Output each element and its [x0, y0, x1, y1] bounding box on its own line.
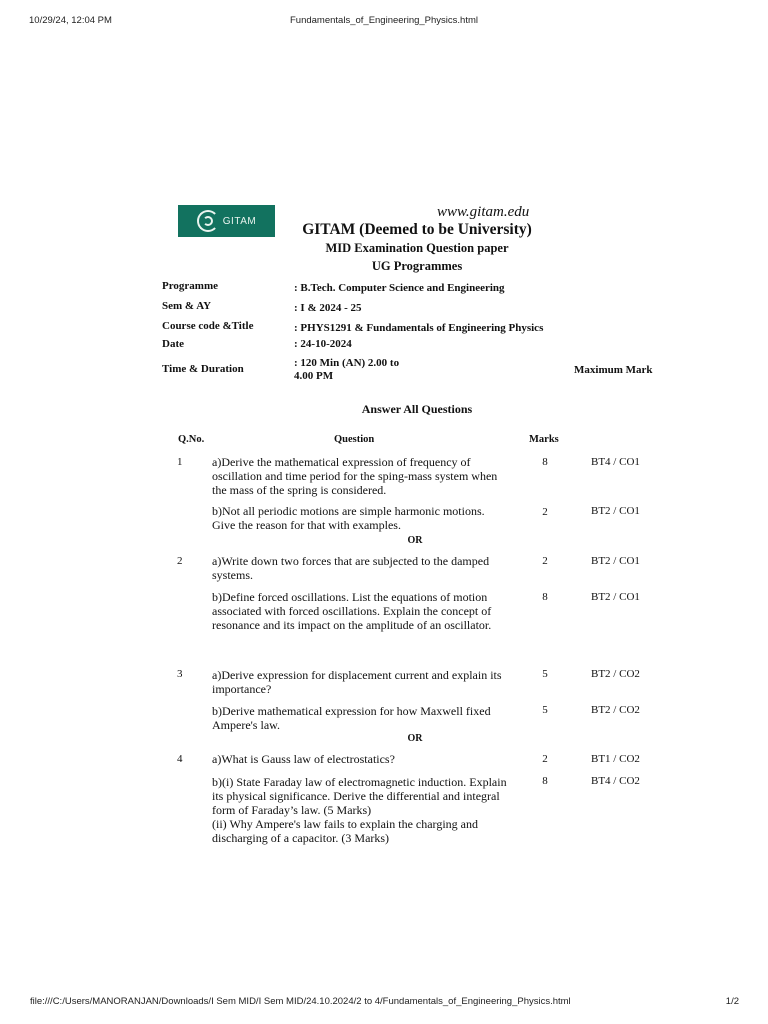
qno-header: Q.No. — [178, 434, 205, 445]
date-value: : 24-10-2024 — [294, 338, 352, 350]
print-page-title: Fundamentals_of_Engineering_Physics.html — [290, 15, 478, 26]
programme-level: UG Programmes — [371, 259, 463, 273]
question-2a-marks: 2 — [542, 555, 548, 567]
logo-text: GITAM — [222, 215, 257, 227]
question-3a-text: a)Derive expression for displacement current and explain its importance? — [212, 668, 502, 696]
question-1a-bt-co: BT4 / CO1 — [591, 456, 640, 468]
programme-label: Programme — [162, 280, 218, 292]
time-label: Time & Duration — [162, 363, 244, 375]
print-page-number: 1/2 — [725, 996, 739, 1007]
question-2a-bt-co: BT2 / CO1 — [591, 555, 640, 567]
course-value: : PHYS1291 & Fundamentals of Engineering Physics — [294, 322, 544, 334]
question-3a-bt-co: BT2 / CO2 — [591, 668, 640, 680]
question-1-number: 1 — [177, 456, 183, 468]
question-4b-part-i: b)(i) State Faraday law of electromagnetic induction. Explain its physical significance. Derive the differential and integral form of Faraday’s law. (5 Marks) — [212, 775, 507, 817]
print-datetime: 10/29/24, 12:04 PM — [29, 15, 112, 26]
question-3b-marks: 5 — [542, 704, 548, 716]
question-4b-bt-co: BT4 / CO2 — [591, 775, 640, 787]
marks-header: Marks — [529, 434, 559, 445]
question-4a-text: a)What is Gauss law of electrostatics? — [212, 752, 395, 766]
question-2b-text: b)Define forced oscillations. List the equations of motion associated with forced oscillations. Explain the concept of resonance and its impact on the amplitude of an oscillator. — [212, 590, 492, 632]
question-1a-marks: 8 — [542, 456, 548, 468]
question-4a-bt-co: BT1 / CO2 — [591, 753, 640, 765]
question-3-number: 3 — [177, 668, 183, 680]
or-separator-2: OR — [407, 733, 423, 744]
question-4a-marks: 2 — [542, 753, 548, 765]
question-3b-text: b)Derive mathematical expression for how Maxwell fixed Ampere's law. — [212, 704, 491, 732]
website-url: www.gitam.edu — [437, 204, 530, 220]
print-header — [0, 15, 768, 31]
question-2-number: 2 — [177, 555, 183, 567]
instruction: Answer All Questions — [361, 402, 473, 416]
question-1b-text: b)Not all periodic motions are simple harmonic motions. Give the reason for that with examples. — [212, 504, 485, 532]
question-2a-text: a)Write down two forces that are subjected to the damped systems. — [212, 554, 490, 582]
course-label: Course code &Title — [162, 320, 254, 332]
question-1b-bt-co: BT2 / CO1 — [591, 505, 640, 517]
or-separator-1: OR — [407, 535, 423, 546]
question-3b-bt-co: BT2 / CO2 — [591, 704, 640, 716]
sem-label: Sem & AY — [162, 300, 212, 312]
question-4b-part-ii: (ii) Why Ampere's law fails to explain the charging and discharging of a capacitor. (3 Marks) — [212, 817, 478, 845]
university-name: GITAM (Deemed to be University) — [302, 221, 532, 238]
question-1a-text: a)Derive the mathematical expression of frequency of oscillation and time period for the sping-mass system when the mass of the spring is considered. — [212, 455, 498, 497]
question-2b-marks: 8 — [542, 591, 548, 603]
question-3a-marks: 5 — [542, 668, 548, 680]
max-mark-label: Maximum Mark — [574, 364, 653, 376]
print-footer — [0, 996, 768, 1012]
question-1b-marks: 2 — [542, 506, 548, 518]
print-file-path: file:///C:/Users/MANORANJAN/Downloads/I Sem MID/I Sem MID/24.10.2024/2 to 4/Fundamentals_of_Engineering_Physics.html — [30, 996, 571, 1007]
question-4-number: 4 — [177, 753, 183, 765]
question-4b-text — [212, 775, 508, 845]
question-header: Question — [334, 434, 375, 445]
question-2b-bt-co: BT2 / CO1 — [591, 591, 640, 603]
programme-value: : B.Tech. Computer Science and Engineering — [294, 282, 505, 294]
time-value-line2: 4.00 PM — [294, 370, 334, 382]
time-value-line1: : 120 Min (AN) 2.00 to — [294, 357, 400, 369]
time-value — [294, 357, 399, 383]
date-label: Date — [162, 338, 184, 350]
sem-value: : I & 2024 - 25 — [294, 302, 362, 314]
exam-title: MID Examination Question paper — [325, 241, 509, 255]
question-4b-marks: 8 — [542, 775, 548, 787]
